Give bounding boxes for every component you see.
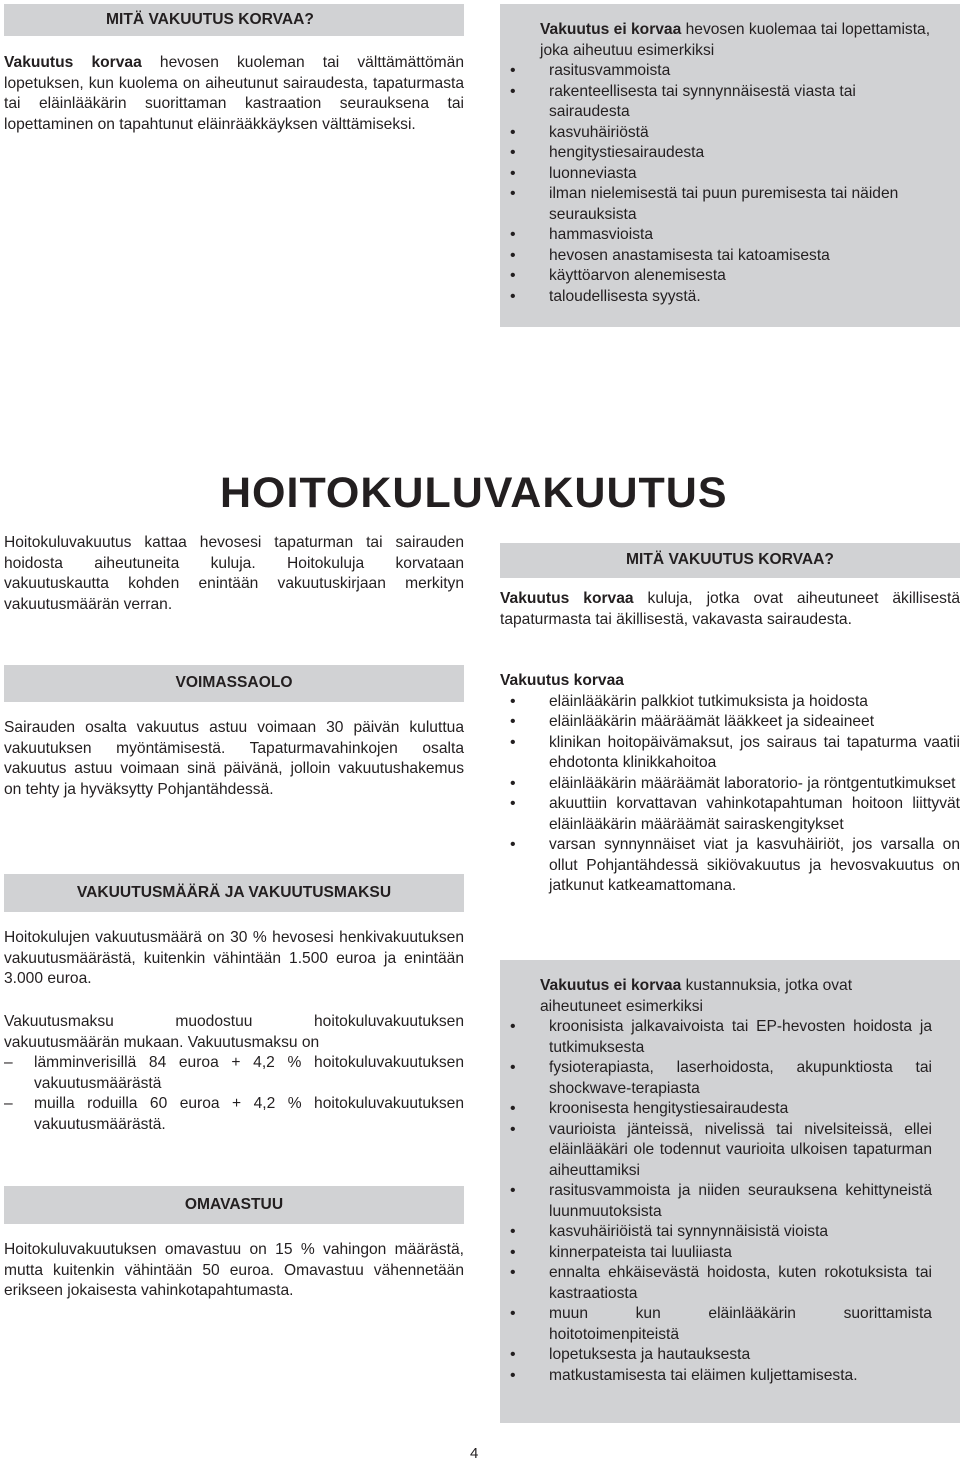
lead-bold: Vakuutus korvaa [4, 54, 142, 71]
list-item: • hengitystiesairaudesta [500, 143, 932, 164]
exclusion-box-bottom [500, 960, 960, 1423]
section-heading-vakuutusmaara [4, 874, 464, 912]
list-item: • kinnerpateista tai luuliiasta [500, 1243, 932, 1264]
list-item: • ennalta ehkäisevästä hoidosta, kuten rokotuksista tai kastraatiosta [500, 1263, 932, 1304]
list-item: • ilman nielemisestä tai puun puremisesta tai näiden seurauksista [500, 184, 932, 225]
list-item: • rakenteellisesta tai synnynnäisestä viasta tai sairaudesta [500, 82, 932, 123]
list-item: – lämminverisillä 84 euroa + 4,2 % hoitokuluvakuutuksen vakuutusmäärästä [4, 1053, 464, 1094]
list-item: • matkustamisesta tai eläimen kuljettamisesta. [500, 1366, 932, 1387]
list-item: • kroonisesta hengitystiesairaudesta [500, 1099, 932, 1120]
heading-text: VAKUUTUSMÄÄRÄ JA VAKUUTUSMAKSU [76, 883, 392, 901]
korvaa-list [500, 692, 960, 897]
exclusion-intro [540, 20, 932, 61]
heading-text: VOIMASSAOLO [175, 674, 293, 692]
section-heading-voimassaolo [4, 665, 464, 702]
list-item: • varsan synnynnäiset viat ja kasvuhäiriöt, jos varsalla on ollut Pohjantähdessä sikiövakuutus ja hevosvakuutus on jatkunut katkeamattomana. [500, 835, 960, 897]
maksu-list [4, 1053, 464, 1135]
section-heading-korvaa [500, 543, 960, 578]
intro-text: hevosen kuolemaa tai lopettamista, joka aiheutuu esimerkiksi [540, 21, 931, 59]
exclusion-intro [540, 976, 932, 1017]
heading-text: MITÄ VAKUUTUS KORVAA? [626, 551, 834, 569]
korvaa-list-block [500, 671, 960, 897]
exclusion-list [500, 61, 932, 307]
list-item: • lopetuksesta ja hautauksesta [500, 1345, 932, 1366]
lead-bold: Vakuutus ei korvaa [540, 21, 682, 38]
vakuutusmaara-paragraph: Hoitokulujen vakuutusmäärä on 30 % hevosesi henkivakuutuksen vakuutusmäärästä, kuitenkin vähintään 1.500 euroa ja enintään 3.000 euroa. [4, 929, 464, 987]
vakuutusmaksu-paragraph [4, 1012, 464, 1135]
list-heading: Vakuutus korvaa [500, 672, 624, 689]
top-left-paragraph [4, 53, 464, 135]
list-item: • luonneviasta [500, 164, 932, 185]
list-item: • klinikan hoitopäivämaksut, jos sairaus tai tapaturma vaatii ehdotonta klinikkahoitoa [500, 733, 960, 774]
list-item: • rasitusvammoista [500, 61, 932, 82]
intro-paragraph: Hoitokuluvakuutus kattaa hevosesi tapaturman tai sairauden hoidosta aiheutuneita kuluja. Hoitokuluja korvataan vakuutuskautta kohden enintään vakuutuskirjaan merkityn vakuutusmäärän verran. [4, 534, 464, 613]
korvaa-paragraph [500, 589, 960, 630]
list-item: • muun kun eläinlääkärin suorittamista hoitotoimenpiteistä [500, 1304, 932, 1345]
list-item: • eläinlääkärin määräämät laboratorio- ja röntgentutkimukset [500, 774, 960, 795]
paragraph-text: hevosen kuoleman tai välttämättömän lopetuksen, kun kuolema on aiheutunut sairaudesta, tapaturmasta tai eläinlääkärin suorittaman kastraation seurauksena tai lopettaminen on tapahtunut eläinrääkkäyksen välttämiseksi. [4, 54, 464, 133]
section-heading-top-left [4, 4, 464, 36]
list-item: • eläinlääkärin määräämät lääkkeet ja sideaineet [500, 712, 960, 733]
section-heading-omavastuu [4, 1186, 464, 1224]
maksu-text: Vakuutusmaksu muodostuu hoitokuluvakuutuksen vakuutusmäärän mukaan. Vakuutusmaksu on [4, 1013, 464, 1051]
page-title: HOITOKULUVAKUUTUS [220, 469, 728, 517]
paragraph-text: kuluja, jotka ovat aiheutuneet äkillisestä tapaturmasta tai äkillisestä, vakavasta sairaudesta. [500, 590, 960, 628]
heading-text: OMAVASTUU [184, 1195, 284, 1213]
intro-text: kustannuksia, jotka ovat aiheutuneet esimerkiksi [540, 977, 853, 1015]
list-item: – muilla roduilla 60 euroa + 4,2 % hoitokuluvakuutuksen vakuutusmäärästä. [4, 1094, 464, 1135]
page-number: 4 [470, 1445, 479, 1462]
list-item: • hevosen anastamisesta tai katoamisesta [500, 246, 932, 267]
list-item: • kroonisista jalkavaivoista tai EP-hevosten hoidosta ja tutkimuksesta [500, 1017, 932, 1058]
list-item: • fysioterapiasta, laserhoidosta, akupunktiosta tai shockwave-terapiasta [500, 1058, 932, 1099]
list-item: • eläinlääkärin palkkiot tutkimuksista ja hoidosta [500, 692, 960, 713]
list-item: • kasvuhäiriöstä [500, 123, 932, 144]
lead-bold: Vakuutus korvaa [500, 590, 634, 607]
exclusion-list [500, 1017, 932, 1386]
list-item: • rasitusvammoista ja niiden seurauksena kehittyneistä luunmuutoksista [500, 1181, 932, 1222]
list-item: • käyttöarvon alenemisesta [500, 266, 932, 287]
list-item: • vaurioista jänteissä, nivelissä tai nivelsiteissä, ellei eläinlääkäri ole todennut vaurioita ulkoisen tapaturman aiheuttamiksi [500, 1120, 932, 1182]
omavastuu-paragraph: Hoitokuluvakuutuksen omavastuu on 15 % vahingon määrästä, mutta kuitenkin vähintään 50 euroa. Omavastuu vähennetään erikseen jokaisesta vahinkotapahtumasta. [4, 1241, 464, 1299]
voimassaolo-paragraph: Sairauden osalta vakuutus astuu voimaan 30 päivän kuluttua vakuutuksen myöntämisestä. Tapaturmavahinkojen osalta vakuutus astuu voimaan sinä päivänä, jolloin vakuutushakemus on tehty ja hyväksytty Pohjantähdessä. [4, 719, 464, 798]
list-item: • taloudellisesta syystä. [500, 287, 932, 308]
heading-text: MITÄ VAKUUTUS KORVAA? [106, 10, 314, 28]
list-item: • akuuttiin korvattavan vahinkotapahtuman hoitoon liittyvät eläinlääkärin määräämät sairaskengitykset [500, 794, 960, 835]
lead-bold: Vakuutus ei korvaa [540, 977, 682, 994]
list-item: • kasvuhäiriöistä tai synnynnäisistä vioista [500, 1222, 932, 1243]
exclusion-box-top [500, 4, 960, 327]
list-item: • hammasvioista [500, 225, 932, 246]
